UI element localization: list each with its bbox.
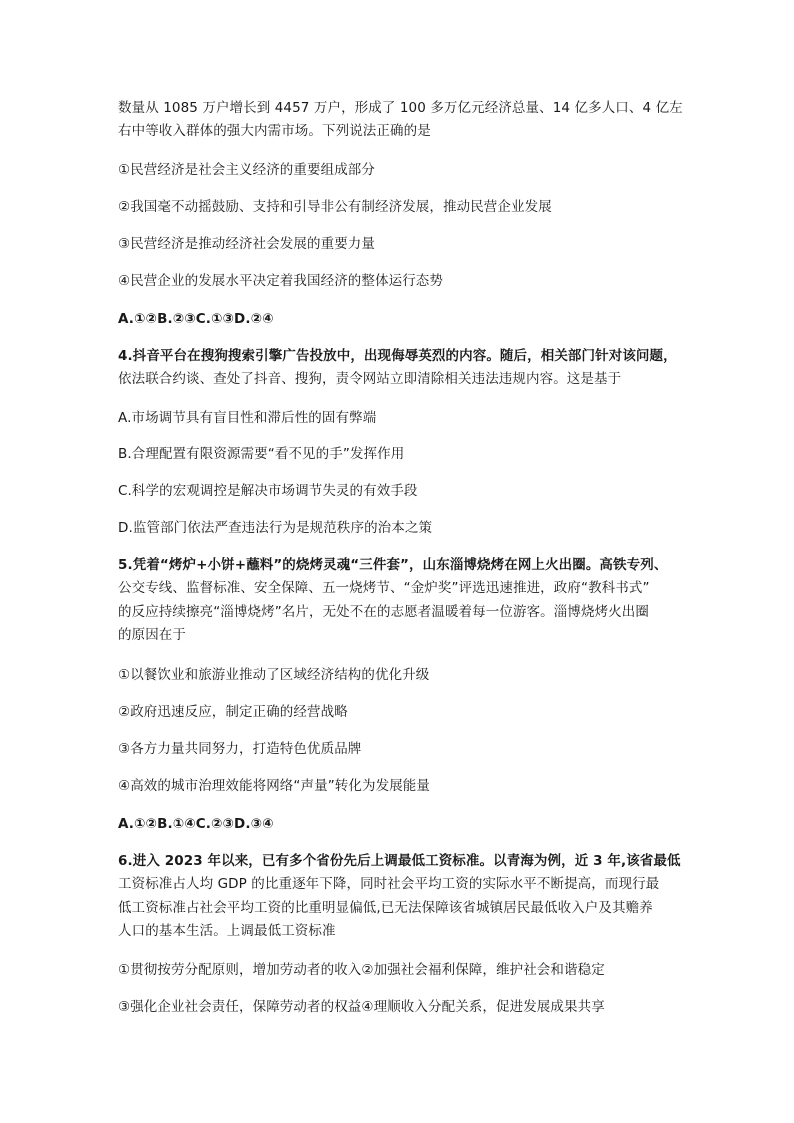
- q4-option-a: A.市场调节具有盲目性和滞后性的固有弊端: [118, 410, 377, 426]
- q5-stem-line-4: 的原因在于: [118, 627, 186, 643]
- q6-items-line-1: ①贯彻按劳分配原则，增加劳动者的收入②加强社会福利保障，维护社会和谐稳定: [118, 962, 605, 978]
- q6-stem-line-4: 人口的基本生活。上调最低工资标准: [118, 923, 336, 939]
- q6-stem-line-2: 工资标准占人均 GDP 的比重逐年下降，同时社会平均工资的实际水平不断提高，而现行最: [118, 876, 660, 892]
- q6-items-line-2: ③强化企业社会责任，保障劳动者的权益④理顺收入分配关系，促进发展成果共享: [118, 999, 605, 1015]
- q5-item-4: ④高效的城市治理效能将网络“声量”转化为发展能量: [118, 778, 430, 794]
- q3-item-1: ①民营经济是社会主义经济的重要组成部分: [118, 162, 376, 178]
- q3-stem-line-2: 右中等收入群体的强大内需市场。下列说法正确的是: [118, 123, 431, 139]
- q4-stem-line-2: 依法联合约谈、查处了抖音、搜狗，责令网站立即清除相关违法违规内容。这是基于: [118, 371, 622, 387]
- q5-stem-line-1: 5.凭着“烤炉+小饼+蘸料”的烧烤灵魂“三件套”，山东淄博烧烤在网上火出圈。高铁专列、: [118, 557, 668, 573]
- q5-stem-line-3: 的反应持续擦亮“淄博烧烤”名片，无处不在的志愿者温暖着每一位游客。淄博烧烤火出圈: [118, 604, 649, 620]
- q6-stem-line-3: 低工资标准占社会平均工资的比重明显偏低,已无法保障该省城镇居民最低收入户及其赡养: [118, 900, 653, 916]
- q4-option-b: B.合理配置有限资源需要“看不见的手”发挥作用: [118, 446, 405, 462]
- q5-item-3: ③各方力量共同努力，打造特色优质品牌: [118, 741, 362, 757]
- q4-option-d: D.监管部门依法严查违法行为是规范秩序的治本之策: [118, 520, 433, 536]
- q3-item-2: ②我国毫不动摇鼓励、支持和引导非公有制经济发展，推动民营企业发展: [118, 199, 552, 215]
- q5-item-1: ①以餐饮业和旅游业推动了区域经济结构的优化升级: [118, 667, 430, 683]
- q5-item-2: ②政府迅速反应，制定正确的经营战略: [118, 704, 348, 720]
- q3-options: A.①②B.②③C.①③D.②④: [118, 311, 274, 327]
- q3-stem-line-1: 数量从 1085 万户增长到 4457 万户，形成了 100 多万亿元经济总量、14 亿多人口、4 亿左: [118, 100, 683, 116]
- q3-item-3: ③民营经济是推动经济社会发展的重要力量: [118, 236, 376, 252]
- q5-stem-line-2: 公交专线、监督标准、安全保障、五一烧烤节、“金炉奖”评选迅速推进，政府“教科书式”: [118, 580, 650, 596]
- q4-option-c: C.科学的宏观调控是解决市场调节失灵的有效手段: [118, 483, 418, 499]
- q3-item-4: ④民营企业的发展水平决定着我国经济的整体运行态势: [118, 273, 444, 289]
- q4-stem-line-1: 4.抖音平台在搜狗搜索引擎广告投放中，出现侮辱英烈的内容。随后，相关部门针对该问题，: [118, 348, 677, 364]
- q6-stem-line-1: 6.进入 2023 年以来，已有多个省份先后上调最低工资标准。以青海为例，近 3 年,该省最低: [118, 853, 681, 869]
- q5-options: A.①②B.①④C.②③D.③④: [118, 816, 274, 832]
